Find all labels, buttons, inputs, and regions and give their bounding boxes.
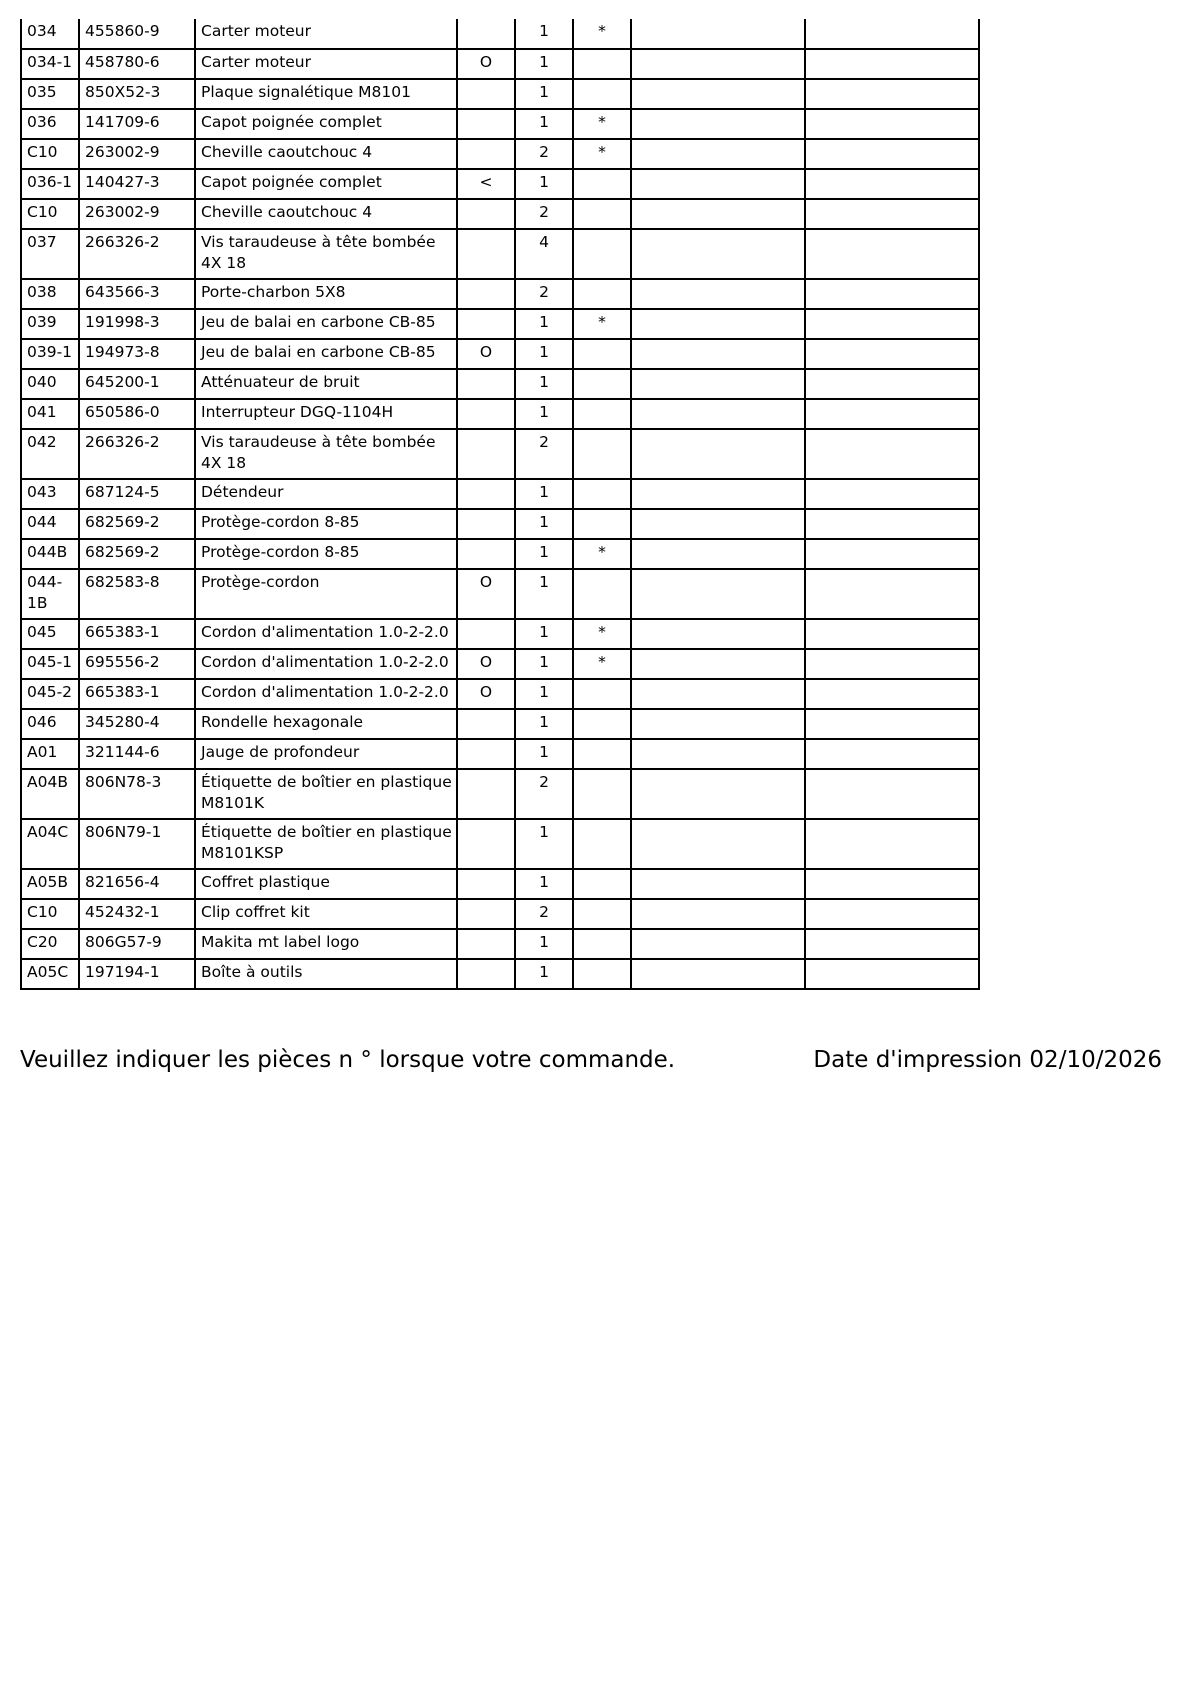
part-number-cell: 643566-3 (79, 279, 195, 309)
mark-cell (573, 479, 631, 509)
ref-cell: 042 (21, 429, 79, 479)
description-cell: Cheville caoutchouc 4 (195, 139, 457, 169)
table-row (21, 429, 979, 479)
table-row (21, 569, 979, 619)
mark-cell (573, 369, 631, 399)
ref-cell: A04B (21, 769, 79, 819)
description-cell: Protège-cordon (195, 569, 457, 619)
blank-cell-2 (805, 229, 979, 279)
table-row (21, 679, 979, 709)
flag-cell (457, 709, 515, 739)
blank-cell-1 (631, 899, 805, 929)
mark-cell (573, 739, 631, 769)
ref-cell: 045 (21, 619, 79, 649)
blank-cell-2 (805, 109, 979, 139)
quantity-cell: 1 (515, 819, 573, 869)
blank-cell-2 (805, 709, 979, 739)
part-number-cell: 345280-4 (79, 709, 195, 739)
description-cell: Rondelle hexagonale (195, 709, 457, 739)
description-cell: Plaque signalétique M8101 (195, 79, 457, 109)
flag-cell: O (457, 679, 515, 709)
blank-cell-2 (805, 139, 979, 169)
blank-cell-2 (805, 819, 979, 869)
flag-cell: O (457, 649, 515, 679)
blank-cell-2 (805, 959, 979, 989)
part-number-cell: 458780-6 (79, 49, 195, 79)
blank-cell-2 (805, 339, 979, 369)
blank-cell-1 (631, 399, 805, 429)
blank-cell-1 (631, 819, 805, 869)
ref-cell: 034-1 (21, 49, 79, 79)
blank-cell-1 (631, 429, 805, 479)
ref-cell: 046 (21, 709, 79, 739)
blank-cell-1 (631, 339, 805, 369)
blank-cell-2 (805, 199, 979, 229)
flag-cell (457, 109, 515, 139)
mark-cell (573, 679, 631, 709)
table-row (21, 509, 979, 539)
table-row (21, 649, 979, 679)
table-row (21, 109, 979, 139)
ref-cell: 039-1 (21, 339, 79, 369)
flag-cell (457, 739, 515, 769)
table-row (21, 619, 979, 649)
part-number-cell: 850X52-3 (79, 79, 195, 109)
flag-cell (457, 369, 515, 399)
blank-cell-1 (631, 569, 805, 619)
flag-cell (457, 399, 515, 429)
description-cell: Atténuateur de bruit (195, 369, 457, 399)
mark-cell (573, 169, 631, 199)
ref-cell: 036 (21, 109, 79, 139)
mark-cell (573, 199, 631, 229)
flag-cell (457, 959, 515, 989)
table-row (21, 49, 979, 79)
blank-cell-1 (631, 769, 805, 819)
blank-cell-2 (805, 869, 979, 899)
blank-cell-1 (631, 309, 805, 339)
ref-cell: C10 (21, 899, 79, 929)
mark-cell (573, 79, 631, 109)
description-cell: Coffret plastique (195, 869, 457, 899)
blank-cell-1 (631, 19, 805, 49)
part-number-cell: 806N79-1 (79, 819, 195, 869)
table-row (21, 139, 979, 169)
quantity-cell: 2 (515, 899, 573, 929)
mark-cell: * (573, 619, 631, 649)
parts-table (20, 19, 980, 990)
part-number-cell: 455860-9 (79, 19, 195, 49)
blank-cell-1 (631, 649, 805, 679)
part-number-cell: 266326-2 (79, 229, 195, 279)
description-cell: Cordon d'alimentation 1.0-2-2.0 (195, 679, 457, 709)
description-cell: Étiquette de boîtier en plastique M8101KSP (195, 819, 457, 869)
blank-cell-2 (805, 509, 979, 539)
table-row (21, 199, 979, 229)
blank-cell-1 (631, 679, 805, 709)
blank-cell-2 (805, 739, 979, 769)
blank-cell-2 (805, 929, 979, 959)
description-cell: Cordon d'alimentation 1.0-2-2.0 (195, 619, 457, 649)
flag-cell (457, 769, 515, 819)
description-cell: Vis taraudeuse à tête bombée 4X 18 (195, 229, 457, 279)
table-row (21, 769, 979, 819)
quantity-cell: 1 (515, 649, 573, 679)
mark-cell: * (573, 309, 631, 339)
quantity-cell: 2 (515, 139, 573, 169)
description-cell: Clip coffret kit (195, 899, 457, 929)
part-number-cell: 266326-2 (79, 429, 195, 479)
description-cell: Porte-charbon 5X8 (195, 279, 457, 309)
table-row (21, 279, 979, 309)
quantity-cell: 1 (515, 19, 573, 49)
flag-cell (457, 19, 515, 49)
mark-cell: * (573, 649, 631, 679)
table-row (21, 929, 979, 959)
part-number-cell: 197194-1 (79, 959, 195, 989)
description-cell: Boîte à outils (195, 959, 457, 989)
flag-cell (457, 509, 515, 539)
description-cell: Cordon d'alimentation 1.0-2-2.0 (195, 649, 457, 679)
ref-cell: 034 (21, 19, 79, 49)
mark-cell (573, 509, 631, 539)
quantity-cell: 1 (515, 739, 573, 769)
table-row (21, 479, 979, 509)
mark-cell (573, 399, 631, 429)
table-row (21, 169, 979, 199)
flag-cell (457, 899, 515, 929)
blank-cell-1 (631, 929, 805, 959)
footer-order-note: Veuillez indiquer les pièces n ° lorsque votre commande. (20, 1047, 676, 1073)
blank-cell-2 (805, 479, 979, 509)
blank-cell-1 (631, 709, 805, 739)
quantity-cell: 1 (515, 539, 573, 569)
quantity-cell: 1 (515, 309, 573, 339)
flag-cell: < (457, 169, 515, 199)
part-number-cell: 140427-3 (79, 169, 195, 199)
quantity-cell: 1 (515, 509, 573, 539)
table-row (21, 899, 979, 929)
blank-cell-2 (805, 19, 979, 49)
description-cell: Carter moteur (195, 49, 457, 79)
part-number-cell: 191998-3 (79, 309, 195, 339)
part-number-cell: 321144-6 (79, 739, 195, 769)
quantity-cell: 1 (515, 339, 573, 369)
flag-cell (457, 429, 515, 479)
blank-cell-1 (631, 369, 805, 399)
quantity-cell: 2 (515, 279, 573, 309)
blank-cell-2 (805, 569, 979, 619)
table-row (21, 539, 979, 569)
flag-cell: O (457, 569, 515, 619)
part-number-cell: 682569-2 (79, 509, 195, 539)
mark-cell: * (573, 19, 631, 49)
ref-cell: 044 (21, 509, 79, 539)
description-cell: Cheville caoutchouc 4 (195, 199, 457, 229)
blank-cell-2 (805, 279, 979, 309)
table-row (21, 819, 979, 869)
table-row (21, 339, 979, 369)
blank-cell-1 (631, 959, 805, 989)
description-cell: Protège-cordon 8-85 (195, 539, 457, 569)
ref-cell: C20 (21, 929, 79, 959)
description-cell: Jeu de balai en carbone CB-85 (195, 309, 457, 339)
table-row (21, 229, 979, 279)
blank-cell-1 (631, 79, 805, 109)
blank-cell-2 (805, 539, 979, 569)
blank-cell-2 (805, 309, 979, 339)
blank-cell-1 (631, 539, 805, 569)
quantity-cell: 1 (515, 869, 573, 899)
flag-cell (457, 539, 515, 569)
flag-cell (457, 819, 515, 869)
ref-cell: 045-2 (21, 679, 79, 709)
blank-cell-1 (631, 139, 805, 169)
quantity-cell: 2 (515, 769, 573, 819)
ref-cell: 037 (21, 229, 79, 279)
description-cell: Interrupteur DGQ-1104H (195, 399, 457, 429)
flag-cell: O (457, 339, 515, 369)
part-number-cell: 806N78-3 (79, 769, 195, 819)
description-cell: Jauge de profondeur (195, 739, 457, 769)
blank-cell-2 (805, 79, 979, 109)
part-number-cell: 682569-2 (79, 539, 195, 569)
ref-cell: 044-1B (21, 569, 79, 619)
flag-cell (457, 199, 515, 229)
mark-cell: * (573, 139, 631, 169)
ref-cell: 035 (21, 79, 79, 109)
blank-cell-2 (805, 619, 979, 649)
quantity-cell: 1 (515, 49, 573, 79)
ref-cell: C10 (21, 199, 79, 229)
quantity-cell: 2 (515, 429, 573, 479)
quantity-cell: 1 (515, 569, 573, 619)
blank-cell-1 (631, 229, 805, 279)
mark-cell (573, 339, 631, 369)
mark-cell: * (573, 109, 631, 139)
part-number-cell: 806G57-9 (79, 929, 195, 959)
mark-cell (573, 769, 631, 819)
ref-cell: 041 (21, 399, 79, 429)
table-row (21, 869, 979, 899)
part-number-cell: 821656-4 (79, 869, 195, 899)
mark-cell (573, 899, 631, 929)
blank-cell-1 (631, 619, 805, 649)
ref-cell: C10 (21, 139, 79, 169)
part-number-cell: 665383-1 (79, 619, 195, 649)
blank-cell-2 (805, 369, 979, 399)
ref-cell: A04C (21, 819, 79, 869)
blank-cell-2 (805, 899, 979, 929)
ref-cell: 045-1 (21, 649, 79, 679)
table-row (21, 369, 979, 399)
ref-cell: A05C (21, 959, 79, 989)
flag-cell (457, 79, 515, 109)
flag-cell (457, 479, 515, 509)
description-cell: Makita mt label logo (195, 929, 457, 959)
ref-cell: 043 (21, 479, 79, 509)
blank-cell-1 (631, 479, 805, 509)
description-cell: Capot poignée complet (195, 109, 457, 139)
parts-table-body (21, 19, 979, 989)
quantity-cell: 2 (515, 199, 573, 229)
flag-cell (457, 279, 515, 309)
mark-cell (573, 49, 631, 79)
table-row (21, 959, 979, 989)
table-row (21, 309, 979, 339)
mark-cell (573, 869, 631, 899)
ref-cell: A01 (21, 739, 79, 769)
part-number-cell: 194973-8 (79, 339, 195, 369)
flag-cell (457, 929, 515, 959)
mark-cell (573, 819, 631, 869)
part-number-cell: 665383-1 (79, 679, 195, 709)
flag-cell: O (457, 49, 515, 79)
quantity-cell: 1 (515, 709, 573, 739)
description-cell: Capot poignée complet (195, 169, 457, 199)
description-cell: Détendeur (195, 479, 457, 509)
mark-cell (573, 959, 631, 989)
quantity-cell: 1 (515, 679, 573, 709)
blank-cell-2 (805, 649, 979, 679)
mark-cell (573, 709, 631, 739)
description-cell: Étiquette de boîtier en plastique M8101K (195, 769, 457, 819)
quantity-cell: 1 (515, 109, 573, 139)
table-row (21, 739, 979, 769)
flag-cell (457, 309, 515, 339)
blank-cell-2 (805, 679, 979, 709)
mark-cell: * (573, 539, 631, 569)
part-number-cell: 141709-6 (79, 109, 195, 139)
flag-cell (457, 139, 515, 169)
table-row (21, 19, 979, 49)
blank-cell-2 (805, 399, 979, 429)
quantity-cell: 1 (515, 79, 573, 109)
mark-cell (573, 279, 631, 309)
blank-cell-2 (805, 49, 979, 79)
blank-cell-1 (631, 869, 805, 899)
blank-cell-1 (631, 49, 805, 79)
ref-cell: 036-1 (21, 169, 79, 199)
quantity-cell: 1 (515, 929, 573, 959)
blank-cell-1 (631, 199, 805, 229)
blank-cell-1 (631, 109, 805, 139)
part-number-cell: 263002-9 (79, 139, 195, 169)
part-number-cell: 645200-1 (79, 369, 195, 399)
part-number-cell: 263002-9 (79, 199, 195, 229)
mark-cell (573, 929, 631, 959)
mark-cell (573, 229, 631, 279)
description-cell: Jeu de balai en carbone CB-85 (195, 339, 457, 369)
ref-cell: 039 (21, 309, 79, 339)
description-cell: Carter moteur (195, 19, 457, 49)
ref-cell: A05B (21, 869, 79, 899)
quantity-cell: 1 (515, 959, 573, 989)
description-cell: Protège-cordon 8-85 (195, 509, 457, 539)
quantity-cell: 1 (515, 399, 573, 429)
quantity-cell: 4 (515, 229, 573, 279)
flag-cell (457, 869, 515, 899)
quantity-cell: 1 (515, 479, 573, 509)
description-cell: Vis taraudeuse à tête bombée 4X 18 (195, 429, 457, 479)
ref-cell: 038 (21, 279, 79, 309)
blank-cell-1 (631, 279, 805, 309)
table-row (21, 709, 979, 739)
part-number-cell: 452432-1 (79, 899, 195, 929)
quantity-cell: 1 (515, 619, 573, 649)
blank-cell-1 (631, 509, 805, 539)
footer-print-date: Date d'impression 02/10/2026 (813, 1047, 1162, 1073)
blank-cell-2 (805, 169, 979, 199)
table-row (21, 79, 979, 109)
ref-cell: 040 (21, 369, 79, 399)
table-row (21, 399, 979, 429)
part-number-cell: 695556-2 (79, 649, 195, 679)
flag-cell (457, 619, 515, 649)
part-number-cell: 687124-5 (79, 479, 195, 509)
blank-cell-1 (631, 739, 805, 769)
mark-cell (573, 569, 631, 619)
blank-cell-2 (805, 769, 979, 819)
mark-cell (573, 429, 631, 479)
flag-cell (457, 229, 515, 279)
blank-cell-2 (805, 429, 979, 479)
ref-cell: 044B (21, 539, 79, 569)
blank-cell-1 (631, 169, 805, 199)
quantity-cell: 1 (515, 369, 573, 399)
quantity-cell: 1 (515, 169, 573, 199)
part-number-cell: 650586-0 (79, 399, 195, 429)
part-number-cell: 682583-8 (79, 569, 195, 619)
